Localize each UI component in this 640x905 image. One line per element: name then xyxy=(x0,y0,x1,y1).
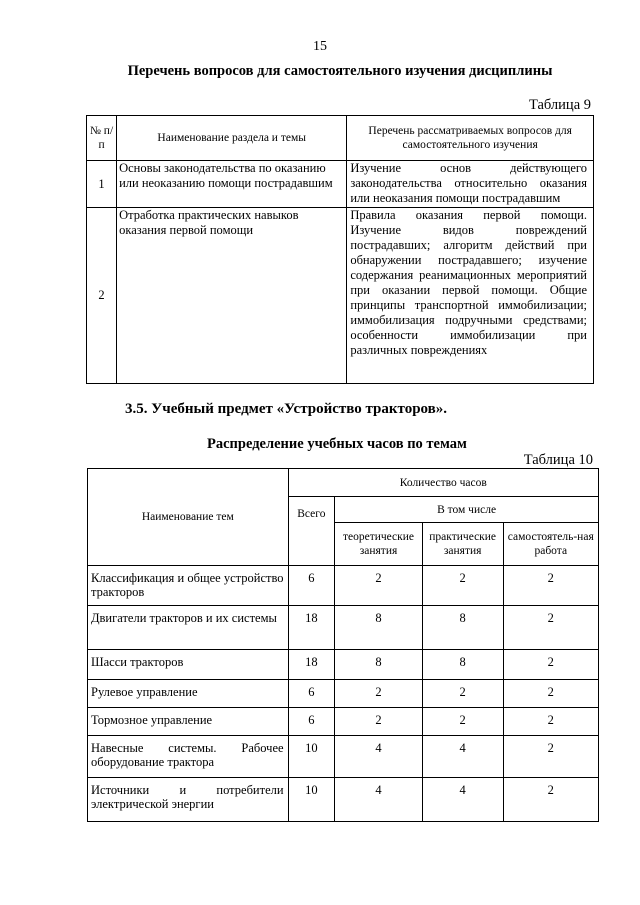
table10-cell-practice: 2 xyxy=(422,708,503,736)
table9-cell-list: Изучение основ действующего законодательства относительно оказания или неоказания помощи пострадавшим xyxy=(347,161,594,208)
table9-header-num: № п/п xyxy=(87,116,117,161)
table10-cell-topic: Рулевое управление xyxy=(88,680,289,708)
table10-cell-topic: Тормозное управление xyxy=(88,708,289,736)
table10-header-total: Всего xyxy=(288,497,335,566)
table10-caption: Таблица 10 xyxy=(523,452,593,468)
table-row xyxy=(87,161,594,208)
table10-cell-topic: Навесные системы. Рабочее оборудование трактора xyxy=(88,736,289,778)
table10-heading: Распределение учебных часов по темам xyxy=(207,436,467,452)
table-row xyxy=(88,680,599,708)
table10-cell-theory: 4 xyxy=(335,736,423,778)
table10-cell-self: 2 xyxy=(503,566,598,606)
table10-cell-practice: 8 xyxy=(422,606,503,650)
table10-cell-total: 6 xyxy=(288,708,335,736)
table10-header-hours: Количество часов xyxy=(288,469,598,497)
table10-cell-total: 10 xyxy=(288,778,335,822)
table10-cell-practice: 2 xyxy=(422,680,503,708)
table10-cell-topic: Классификация и общее устройство тракторов xyxy=(88,566,289,606)
table10-cell-practice: 2 xyxy=(422,566,503,606)
table10-cell-total: 18 xyxy=(288,606,335,650)
table10-cell-theory: 2 xyxy=(335,708,423,736)
table10-cell-practice: 4 xyxy=(422,778,503,822)
table9-cell-name: Основы законодательства по оказанию или неоказанию помощи пострадавшим xyxy=(117,161,347,208)
table9-header-name: Наименование раздела и темы xyxy=(117,116,347,161)
table-row xyxy=(87,208,594,384)
table10-cell-self: 2 xyxy=(503,650,598,680)
table-row xyxy=(88,650,599,680)
table9-cell-name: Отработка практических навыков оказания первой помощи xyxy=(117,208,347,384)
table10-cell-theory: 4 xyxy=(335,778,423,822)
table-row xyxy=(88,778,599,822)
table10-cell-self: 2 xyxy=(503,680,598,708)
table10-cell-theory: 2 xyxy=(335,566,423,606)
table10-cell-total: 10 xyxy=(288,736,335,778)
table-row xyxy=(88,708,599,736)
table10-cell-total: 6 xyxy=(288,566,335,606)
table-row xyxy=(88,606,599,650)
table9-header-row xyxy=(87,116,594,161)
table10-cell-topic: Двигатели тракторов и их системы xyxy=(88,606,289,650)
table9 xyxy=(86,115,594,384)
table10-cell-total: 18 xyxy=(288,650,335,680)
table10-cell-self: 2 xyxy=(503,778,598,822)
table10-cell-practice: 4 xyxy=(422,736,503,778)
table10-header-topic: Наименование тем xyxy=(88,469,289,566)
table10-cell-self: 2 xyxy=(503,736,598,778)
table10-header-self: самостоятель-ная работа xyxy=(503,523,598,566)
table10-header-row xyxy=(88,469,599,497)
table9-cell-list: Правила оказания первой помощи. Изучение видов повреждений пострадавших; алгоритм действий при обнаружении пострадавшего; изучение содержания реанимационных мероприятий при оказании первой помощи. Общие принципы транспортной иммобилизации; иммобилизация подручными средствами; особенности иммобилизации при различных повреждениях xyxy=(347,208,594,384)
table9-caption: Таблица 9 xyxy=(528,97,591,113)
table-row xyxy=(88,566,599,606)
table9-header-list: Перечень рассматриваемых вопросов для самостоятельного изучения xyxy=(347,116,594,161)
table10-cell-topic: Шасси тракторов xyxy=(88,650,289,680)
table10-cell-total: 6 xyxy=(288,680,335,708)
table10-cell-self: 2 xyxy=(503,708,598,736)
table9-heading: Перечень вопросов для самостоятельного изучения дисциплины xyxy=(127,63,553,79)
table-row xyxy=(88,736,599,778)
table10-cell-practice: 8 xyxy=(422,650,503,680)
table10-header-including: В том числе xyxy=(335,497,599,523)
table10-header-practice: практические занятия xyxy=(422,523,503,566)
table10-cell-theory: 8 xyxy=(335,606,423,650)
table10 xyxy=(87,468,599,822)
table10-header-theory: теоретические занятия xyxy=(335,523,423,566)
table10-cell-self: 2 xyxy=(503,606,598,650)
section-title: 3.5. Учебный предмет «Устройство тракторов». xyxy=(125,401,448,417)
table9-cell-num: 2 xyxy=(87,208,117,384)
table9-cell-num: 1 xyxy=(87,161,117,208)
table10-cell-theory: 8 xyxy=(335,650,423,680)
table10-cell-theory: 2 xyxy=(335,680,423,708)
page-number: 15 xyxy=(313,39,327,54)
table10-cell-topic: Источники и потребители электрической энергии xyxy=(88,778,289,822)
